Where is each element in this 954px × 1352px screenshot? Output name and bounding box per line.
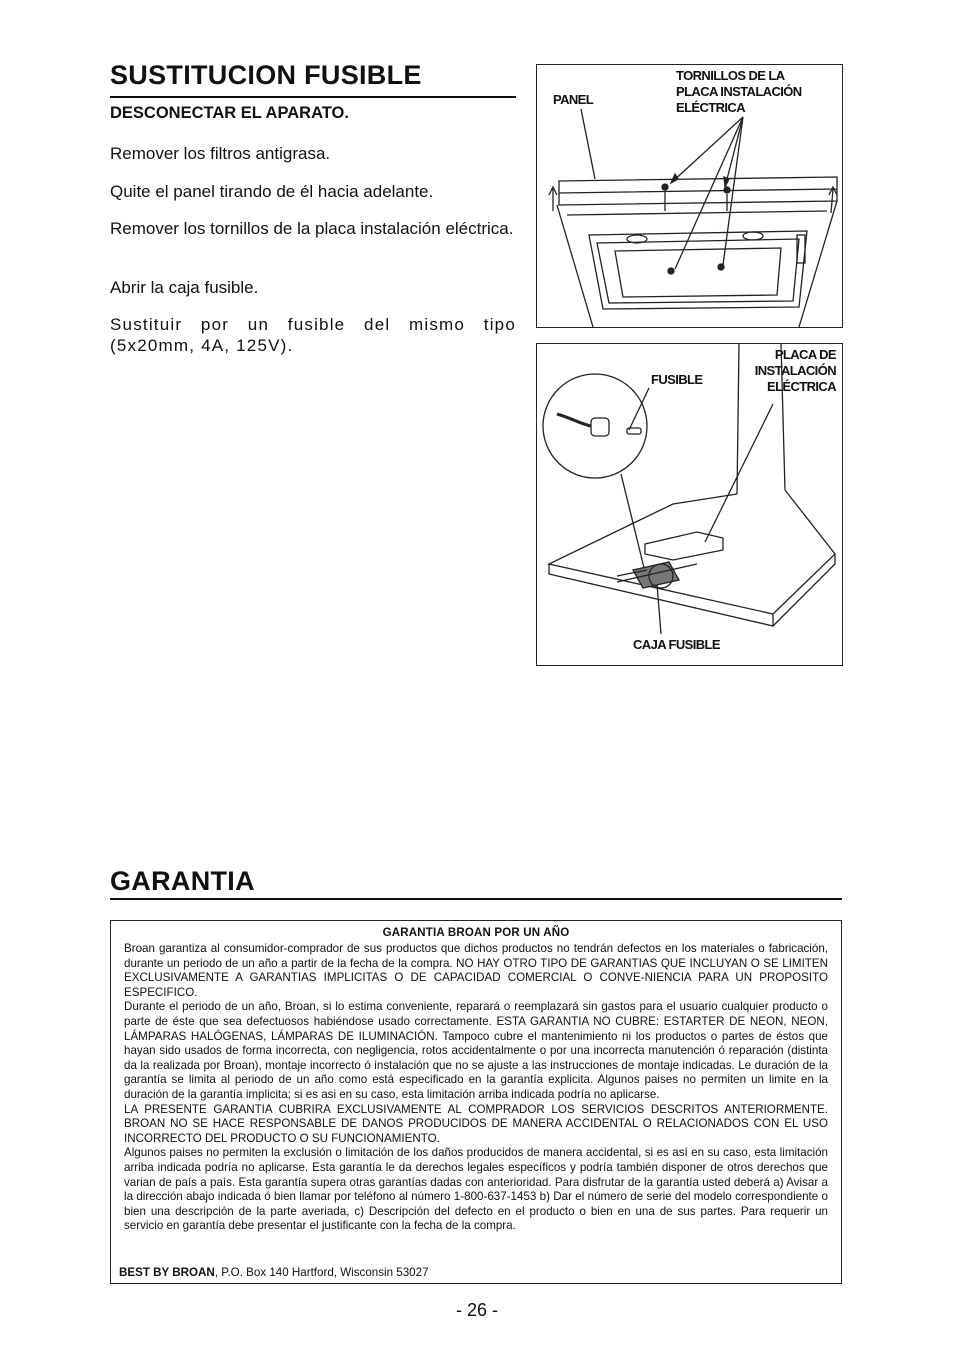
address-company: BEST BY BROAN (119, 1266, 215, 1279)
figure-panel-screws (536, 64, 843, 328)
step-2: Quite el panel tirando de él hacia adelante. (110, 182, 434, 201)
step-5: Sustituir por un fusible del mismo tipo (5x20mm, 4A, 125V). (110, 315, 516, 355)
warranty-paragraph: LA PRESENTE GARANTIA CUBRIRA EXCLUSIVAMENTE AL COMPRADOR LOS SERVICIOS DESCRITOS ANTERIORMENTE. BROAN NO SE HACE RESPONSABLE DE DANOS PRODUCIDOS DE MANERA ACCIDENTAL O RELACIONADOS CON EL USO INCORRECTO DEL PRODUCTO O SU FUNCIONAMIENTO. (124, 1102, 828, 1145)
warranty-rule (110, 898, 842, 900)
warranty-box-title: GARANTIA BROAN POR UN AÑO (382, 927, 570, 939)
warranty-paragraph: Broan garantiza al consumidor-comprador de sus productos que dichos productos no tendrán defectos en los materiales o fabricación, durante un periodo de un año a partir de la fecha de la compra. NO HAY OTRO TIPO DE GARANTIAS QUE INCLUYAN O SE LIMITEN EXCLUSIVAMENTE A GARANTIAS IMPLICITAS O DE CAPACIDAD COMERCIAL O CONVE-NIENCIA PARA UN PROPOSITO ESPECIFICO. (124, 942, 828, 999)
warranty-box (110, 920, 842, 1284)
section-title-fuse: SUSTITUCION FUSIBLE (110, 60, 422, 90)
label-plate: PLACA DE INSTALACIÓN ELÉCTRICA (754, 347, 836, 394)
figure-fuse-box (536, 343, 843, 666)
hood-fuse-illustration (537, 344, 842, 665)
section-subtitle: DESCONECTAR EL APARATO. (110, 104, 349, 122)
step-1: Remover los filtros antigrasa. (110, 144, 331, 163)
hood-underside-illustration (537, 65, 842, 327)
warranty-address (119, 1266, 429, 1279)
label-fuse: FUSIBLE (651, 372, 703, 387)
page-number: - 26 - (455, 1300, 498, 1320)
step-4: Abrir la caja fusible. (110, 278, 259, 297)
section-title-warranty: GARANTIA (110, 866, 255, 896)
warranty-body (124, 942, 828, 1234)
warranty-paragraph: Algunos paises no permiten la exclusión o limitación de los daños producidos de manera accidental, si es así en su caso, esta limitación arriba indicada podría no aplicarse. Esta garantía le da derechos legales específicos y podría también disponer de otros derechos que varian de país a país. Esta garantía supera otras garantías dadas con anterioridad. Para disfrutar de la garantía usted deberá a) Avisar a la dirección abajo indicada ó bien llamar por teléfono al número 1-800-637-1453 b) Dar el número de serie del modelo correspondiente o bien una descripción de la parte averiada, c) Descripción del defecto en el producto o bien en una de sus partes. Para requerir un servicio en garantía debe presentar el justificante con la fecha de la compra. (124, 1146, 828, 1233)
label-screws: TORNILLOS DE LA PLACA INSTALACIÓN ELÉCTRICA (676, 68, 802, 115)
title-rule (110, 96, 516, 98)
address-line: , P.O. Box 140 Hartford, Wisconsin 53027 (214, 1266, 429, 1279)
step-3: Remover los tornillos de la placa instalación eléctrica. (110, 219, 514, 238)
label-fuse-box: CAJA FUSIBLE (633, 637, 720, 652)
label-panel: PANEL (553, 92, 594, 107)
warranty-paragraph: Durante el periodo de un año, Broan, si lo estima conveniente, reparará o reemplazará sin gastos para el usuario cualquier producto o parte de éste que sea defectuosos habiéndose usado correctamente. ESTA GARANTIA NO CUBRE: ESTARTER DE NEON, NEON, LÁMPARAS HALÓGENAS, LÁMPARAS DE ILUMINACIÓN. Tampoco cubre el mantenimiento ni los productos o partes de éstos que hayan sido usados de forma incorrecta, con negligencia, rotos accidentalmente o por una incorrecta manutención ó reparación (distinta da la realizada por Broan), montaje incorrecto ó instalación que no se ajuste a las instrucciones de montaje indicadas. Le duración de la garantía se limita al periodo de un año como está especificado en la garantía explicita. Algunos paises no permiten un limite en la duración de la garantía implicita; si es asi en su caso, esta limitación arriba indicada podría no aplicarse. (124, 1000, 828, 1101)
